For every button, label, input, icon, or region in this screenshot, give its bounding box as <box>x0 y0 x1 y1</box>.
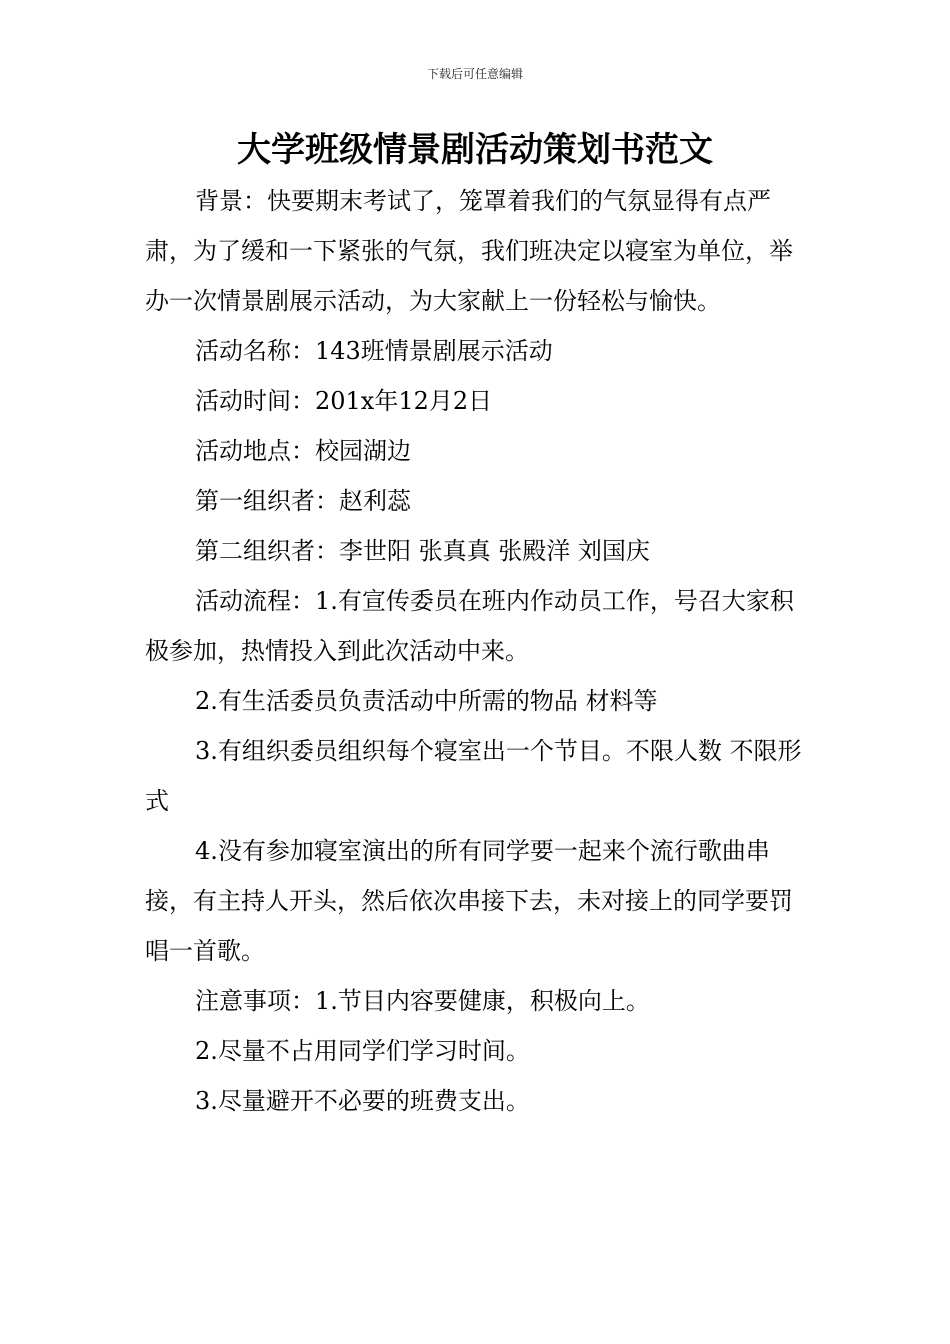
paragraph-notice-1: 注意事项：1.节目内容要健康，积极向上。 <box>195 987 650 1015</box>
paragraph-activity-name: 活动名称：143班情景剧展示活动 <box>195 337 553 365</box>
paragraph-process-step-1: 活动流程：1.有宣传委员在班内作动员工作，号召大家积极参加，热情投入到此次活动中来。 <box>145 587 794 665</box>
document-body <box>145 176 805 1126</box>
paragraph-background: 背景：快要期末考试了，笼罩着我们的气氛显得有点严肃，为了缓和一下紧张的气氛，我们班决定以寝室为单位，举办一次情景剧展示活动，为大家献上一份轻松与愉快。 <box>145 187 793 315</box>
header-note: 下载后可任意编辑 <box>426 67 523 81</box>
paragraph-notice-2: 2.尽量不占用同学们学习时间。 <box>195 1037 530 1065</box>
paragraph-activity-location: 活动地点：校园湖边 <box>195 437 411 465</box>
paragraph-process-step-3: 3.有组织委员组织每个寝室出一个节目。不限人数 不限形式 <box>145 737 802 815</box>
paragraph-process-step-2: 2.有生活委员负责活动中所需的物品 材料等 <box>195 687 658 715</box>
document-title: 大学班级情景剧活动策划书范文 <box>237 130 713 170</box>
paragraph-notice-3: 3.尽量避开不必要的班费支出。 <box>195 1087 530 1115</box>
paragraph-activity-time: 活动时间：201x年12月2日 <box>195 387 493 415</box>
paragraph-process-step-4: 4.没有参加寝室演出的所有同学要一起来个流行歌曲串接，有主持人开头，然后依次串接下去，未对接上的同学要罚唱一首歌。 <box>145 837 793 965</box>
paragraph-second-organizers: 第二组织者：李世阳 张真真 张殿洋 刘国庆 <box>195 537 650 565</box>
paragraph-first-organizer: 第一组织者：赵利蕊 <box>195 487 411 515</box>
